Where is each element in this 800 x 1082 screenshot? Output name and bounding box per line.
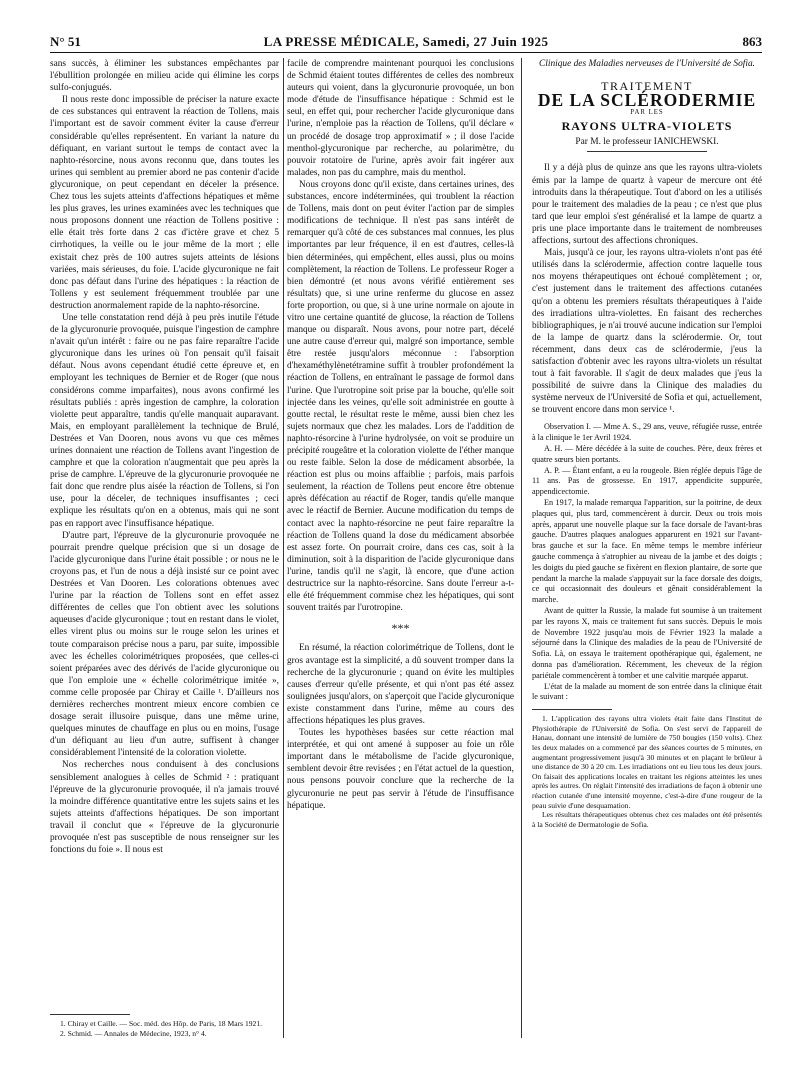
journal-title: LA PRESSE MÉDICALE, Samedi, 27 Juin 1925: [263, 34, 549, 49]
column-2: [287, 58, 514, 812]
column-1: [50, 58, 279, 856]
footnote-rule: [532, 709, 612, 710]
paragraph: Il nous reste donc impossible de préciser la nature exacte de ces substances qui entravent la réaction de Tollens, mais l'important est de savoir comment éviter la cause d'erreur considérable qu'elles représentent. En variant la nature du défiquant, en variant surtout le temps de contact avec la naphto-résorcine, nous avons reconnu que, dans toutes les urines qui semblent au premier abord ne pas contenir d'acide glycuronique, on peut cependant en déceler la présence. Chez tous les sujets atteints d'affections hépatiques et même les plus graves, les urines examinées avec les techniques que nous proposons donnent une réaction de Tollens positive : elle était très forte dans 2 cas d'ictère grave et chez 5 cirrhotiques, la veille ou le jour même de la mort ; elle existait chez près de 100 autres sujets atteints de lésions variées, mais sérieuses, du foie. L'acide glycuronique ne fait donc pas défaut dans l'urine des hépatiques : la réaction de Tollens y est seulement fréquemment troublée par une destruction anormalement rapide de la naphto-résorcine.: [50, 95, 279, 311]
paragraph: Il y a déjà plus de quinze ans que les rayons ultra-violets émis par la lampe de quartz à vapeur de mercure ont été introduits dans la thérapeutique. Tout d'abord on les a utilisés pour le traitement des maladies de la peau ; ce n'est que plus tard que leur emploi s'est généralisé et la lampe de quartz a pris une place importante dans le traitement de nombreuses affections, surtout des affections chroniques.: [532, 163, 762, 247]
column-3: [532, 58, 762, 829]
title-divider: [587, 151, 707, 152]
observation-block: [532, 422, 762, 703]
column-rule-left: [283, 58, 284, 1038]
running-header: [50, 34, 762, 53]
paragraph: D'autre part, l'épreuve de la glycuronurie provoquée ne pourrait prendre quelque précision que si un dosage de l'acide glycuronique dans l'urine était possible ; or nous ne le croyons pas, et l'un de nous a déjà insisté sur ce point avec Destrées et Van Dooren. Les colorations obtenues avec l'urine par la réaction de Tollens sont en effet assez différentes de celles que l'on obtient avec les solutions aqueuses d'acide glycuronique ; tout en restant dans le violet, elles virent plus ou moins sur le rouge selon les urines et toute comparaison précise nous a paru, par suite, impossible avec les échelles colorimétriques proposées, que celles-ci soient préparées avec des dérivés de l'acide glycuronique ou que l'on emploie une « échelle colorimétrique imitée », comme celle proposée par Chiray et Caille ¹. D'ailleurs nos dernières recherches montrent mieux encore combien ce dosage serait illusoire puisque, dans une même urine, quelques minutes de chauffage en plus ou en moins, l'usage d'un défiquant au lieu d'un autre, suffisent à changer considérablement l'intensité de la coloration violette.: [50, 530, 279, 759]
page-number: 863: [742, 34, 762, 49]
footnote: Les résultats thérapeutiques obtenus chez ces malades ont été présentés à la Société de Dermatologie de Sofia.: [532, 810, 762, 829]
observation-paragraph: A. H. — Mère décédée à la suite de couches. Père, deux frères et quatre sœurs bien portants.: [532, 444, 762, 464]
paragraph: Une telle constatation rend déjà à peu près inutile l'étude de la glycuronurie provoquée, puisque l'ingestion de camphre n'avait qu'un intérêt : faire ou ne pas faire reparaître l'acide glycuronique dans les urines où l'on pensait qu'il faisait défaut. Nous avons cependant étudié cette épreuve et, en employant les techniques de Bernier et de Roger (que nous considérons comme imparfaites), nous avons confirmé les résultats publiés : après ingestion de camphre, la coloration violette peut apparaître, tandis qu'elle manquait auparavant. Mais, en employant parallèlement la technique de Brulé, Destrées et Van Dooren, nous avons vu que ces mêmes urines donnaient une réaction de Tollens avant l'ingestion de camphre et que la coloration n'augmentait que peu après la prise de camphre. L'épreuve de la glycuronurie provoquée ne fait donc que rendre plus aisée la réaction de Tollens, si l'on use, pour la déceler, de techniques insuffisantes ; ceci explique les résultats qu'on en a obtenus, mais qui ne sont pas en rapport avec l'insuffisance hépatique.: [50, 312, 279, 529]
footnotes-col1: [50, 1008, 279, 1038]
observation-paragraph: A. P. — Étant enfant, a eu la rougeole. Bien réglée depuis l'âge de 11 ans. Pas de grossesse. En 1917, appendicite suppurée, appendicectomie.: [532, 465, 762, 497]
paragraph: Toutes les hypothèses basées sur cette réaction mal interprétée, et qui ont amené à supposer au foie un rôle important dans le métabolisme de l'acide glycuronique, semblent devoir être revisées ; en l'état actuel de la question, nous pensons pouvoir conclure que la recherche de la glycuronurie ne peut pas servir à l'étude de l'insuffisance hépatique.: [287, 728, 514, 811]
paragraph: Nos recherches nous conduisent à des conclusions sensiblement analogues à celles de Schmid ² : pratiquant l'épreuve de la glycuronurie provoquée, il n'a jamais trouvé la moindre différence quantitative entre les sujets sains et les sujets atteints d'affections hépatiques. De son important travail il conclut que « l'épreuve de la glycuronurie provoquée n'est pas susceptible de nous renseigner sur les fonctions du foie ». Il nous est: [50, 760, 279, 856]
article-title-line-1: TRAITEMENT: [601, 79, 693, 93]
observation-paragraph: L'état de la malade au moment de son entrée dans la clinique était le suivant :: [532, 681, 762, 702]
observation-paragraph: En 1917, la malade remarqua l'apparition, sur la poitrine, de deux plaques qui, plus tard, commencèrent à durcir. Deux ou trois mois après, apparut une nouvelle plaque sur la face dorsale de l'avant-bras gauche. D'autres plaques analogues apparurent en 1921 sur l'avant-bras gauche et sur la face. En même temps le membre inférieur gauche commença à s'atrophier au niveau de la jambe et des doigts ; les doigts du pied gauche se fixèrent en flexion plantaire, de sorte que pendant la marche la malade s'appuyait sur la face dorsale des doigts, ce qui occasionnait des douleurs et gênait considérablement la marche.: [532, 498, 762, 605]
paragraph: Mais, jusqu'à ce jour, les rayons ultra-violets n'ont pas été utilisés dans la sclérodermie, affection contre laquelle tous nos moyens thérapeutiques ont échoué complètement ; or, c'est justement dans le traitement des affections cutanées qu'on a obtenu les premiers résultats thérapeutiques à l'aide des irradiations ultra-violettes. En faisant des recherches bibliographiques, je n'ai trouvé aucune indication sur l'emploi de la lampe de quartz dans la sclérodermie. Or, tout récemment, dans deux cas de sclérodermie, j'eus la satisfaction d'obtenir avec les rayons ultra-violets un résultat tout à fait favorable. Il s'agit de deux malades que j'eus la possibilité de suivre dans la Clinique des maladies du système nerveux de l'Université de Sofia et qui, actuellement, se trouvent encore dans mon service ¹.: [532, 248, 762, 416]
observation-paragraph: Observation I. — Mme A. S., 29 ans, veuve, réfugiée russe, entrée à la clinique le 1er Avril 1924.: [532, 422, 762, 443]
article-title-line-4: RAYONS ULTRA-VIOLETS: [561, 119, 733, 134]
institution-line: Clinique des Maladies nerveuses de l'Université de Sofia.: [538, 59, 756, 69]
observation-paragraph: Avant de quitter la Russie, la malade fut soumise à un traitement par les rayons X, mais ce traitement fut sans succès. Depuis le mois de Novembre 1922 jusqu'au mois de Février 1923 la malade a séjourné dans la Clinique des maladies de la peau de l'Université de Sofia. Là, on essaya le traitement opothérapique qui, également, ne donna pas d'amélioration. Récemment, les cheveux de la région pariétale commencèrent à tomber et une calvitie marquée apparut.: [532, 605, 762, 680]
article-title-line-3: PAR LES: [630, 109, 664, 117]
article-author: Par M. le professeur IANICHEWSKI.: [575, 137, 719, 148]
issue-number: N° 51: [50, 34, 81, 49]
column-rule-right: [521, 58, 522, 1038]
paragraph: Nous croyons donc qu'il existe, dans certaines urines, des substances, encore indéterminées, qui troublent la réaction de Tollens, mais dont on peut éviter l'action par de simples modifications de technique. Il n'est pas sans intérêt de remarquer qu'à côté de ces substances mal connues, les plus importantes par leur fréquence, il en est d'autres, celles-là bien déterminées, qui empêchent, elles aussi, plus ou moins complètement, la réaction de Tollens. Le professeur Roger a bien démontré (et nous avons vérifié entièrement ses résultats) que, si une urine renferme du glucose en assez forte proportion, ou que, si à une urine normale on ajoute in vitro une certaine quantité de glucose, la réaction de Tollens manque ou disparaît. Nous avons, pour notre part, décelé une autre cause d'erreur qui, malgré son importance, semble être restée jusqu'alors méconnue : l'absorption d'hexaméthylènetétramine suffit à troubler profondément la réaction de Tollens, en entraînant le passage de formol dans l'urine. Que l'urotropine soit prise par la bouche, qu'elle soit injectée dans les veines, qu'elle soit administrée en goutte à goutte rectal, le résultat reste le même, aussi bien chez les sujets normaux que chez les malades. Lors de l'addition de naphto-résorcine à l'urine hydrolysée, on voit se produire un précipité rougeâtre et la coloration violette de l'éther manque ou reste faible. Selon la dose de médicament absorbée, la réaction est plus ou moins affaiblie ; parfois, mais parfois seulement, la réaction de Tollens peut encore être obtenue après défécation au réactif de Roger, tandis qu'elle manque avec le réactif de Bernier. Aucune modification du temps de contact avec la naphto-résorcine ne peut faire reparaître la réaction de Tollens quand la dose du médicament absorbée est assez forte. On pourrait croire, dans ces cas, soit à la diminution, soit à la disparition de l'acide glycuronique dans l'urine, tandis qu'il ne s'agit, là encore, que d'une action destructrice sur la naphto-résorcine. Sans doute l'erreur a-t-elle été fréquemment commise chez les hépatiques, qui sont souvent traités par l'urotropine.: [287, 179, 514, 614]
footnote: 2. Schmid. — Annales de Médecine, 1923, n° 4.: [60, 1028, 207, 1038]
paragraph: sans succès, à éliminer les substances empêchantes par l'ébullition prolongée en milieu acide qui élimine les corps sulfo-conjugués.: [50, 59, 279, 94]
footnote: 1. Chiray et Caille. — Soc. méd. des Hôp. de Paris, 18 Mars 1921.: [60, 1019, 263, 1028]
footnote: 1. L'application des rayons ultra violets était faite dans l'Institut de Physiothérapie de l'Université de Sofia. On s'est servi de l'appareil de Hanau, donnant une intensité de lumière de 750 bougies (150 volts). Chez les deux malades on a commencé par des séances courtes de 5 minutes, en augmentant progressivement jusqu'à 30 minutes et en plaçant le brûleur à une distance de 30 à 20 cm. Les irradiations ont eu lieu tous les deux jours. On faisait des applications locales en traitant les régions atteintes les unes après les autres. On réglait l'intensité des irradiations de façon à obtenir une réaction cutanée d'une intensité moyenne, c'est-à-dire d'une rougeur de la peau suivie d'une desquamation.: [532, 714, 762, 810]
paragraph: En résumé, la réaction colorimétrique de Tollens, dont le gros avantage est la simplicité, a dû souvent tromper dans la recherche de la glycuronurie ; quand on évite les multiples causes d'erreur qu'elle présente, et qui n'ont pas été assez soulignées jusqu'alors, on s'aperçoit que l'acide glycuronique existe constamment dans l'urine, même au cours des affections hépatiques les plus graves.: [287, 643, 514, 726]
section-separator: ***: [391, 621, 410, 636]
article-title-line-2: DE LA SCLÉRODERMIE: [537, 90, 757, 111]
paragraph: facile de comprendre maintenant pourquoi les conclusions de Schmid étaient toutes différentes de celles des nombreux auteurs qui voient, dans la glycuronurie provoquée, un bon mode d'étude de l'insuffisance hépatique : Schmid est le seul, en effet qui, pour rechercher l'acide glycuronique dans l'urine, n'emploie pas la réaction de Tollens, qu'il déclare « un procédé de dosage trop approximatif » ; il dose l'acide menthol-glycuronique par recherche, au polarimètre, du pouvoir rotatoire de l'urine, après avoir fait ingérer aux malades, non pas du camphre, mais du menthol.: [287, 59, 514, 178]
footnote-rule: [50, 1014, 130, 1015]
